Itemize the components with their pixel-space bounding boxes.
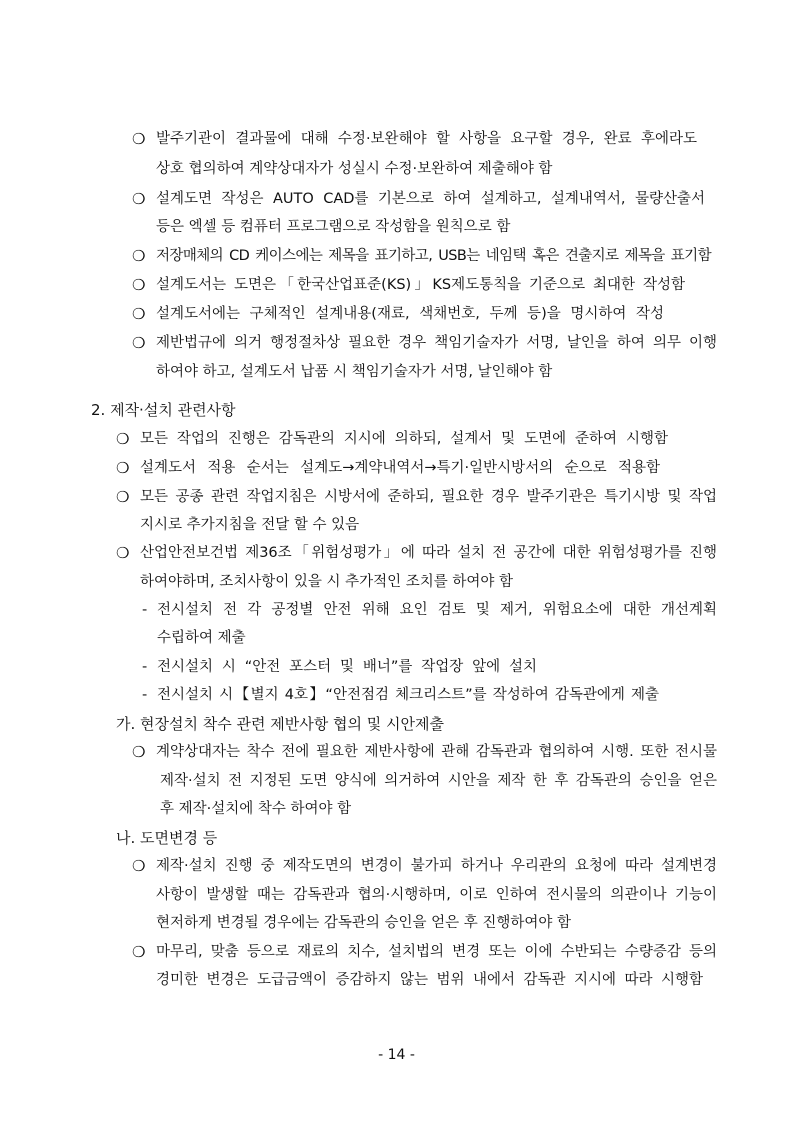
text-line: 모든 공종 관련 작업지침은 시방서에 준하되, 필요한 경우 발주기관은 특기시방 및 작업 <box>140 489 717 505</box>
circle-bullet-icon: ❍ <box>132 247 146 265</box>
text-line: 상호 협의하여 계약상대자가 성실시 수정·보완하여 제출해야 함 <box>156 161 553 177</box>
circle-bullet-icon: ❍ <box>116 430 130 448</box>
circle-bullet-icon: ❍ <box>132 276 146 294</box>
text-line: 전시설치 시【별지 4호】“안전점검 체크리스트”를 작성하여 감독관에게 제출 <box>157 687 659 703</box>
text-line: 경미한 변경은 도급금액이 증감하지 않는 범위 내에서 감독관 지시에 따라 시행함 <box>156 972 703 988</box>
text-line: 후 제작·설치에 착수 하여야 함 <box>160 801 352 817</box>
text-line: 설계도서에는 구체적인 설계내용(재료, 색채번호, 두께 등)을 명시하여 작성 <box>156 306 664 322</box>
dash-bullet-icon: - <box>142 659 148 675</box>
circle-bullet-icon: ❍ <box>116 459 130 477</box>
circle-bullet-icon: ❍ <box>132 943 146 961</box>
text-line: 등은 엑셀 등 컴퓨터 프로그램으로 작성함을 원칙으로 함 <box>156 219 511 235</box>
circle-bullet-icon: ❍ <box>132 334 146 352</box>
text-line: 설계도서는 도면은「한국산업표준(KS)」KS제도통칙을 기준으로 최대한 작성함 <box>156 277 685 293</box>
text-line: 설계도면 작성은 AUTO CAD를 기본으로 하여 설계하고, 설계내역서, 물량산출서 <box>156 191 705 207</box>
text-line: 제반법규에 의거 행정절차상 필요한 경우 책임기술자가 서명, 날인을 하여 의무 이행 <box>156 335 717 351</box>
circle-bullet-icon: ❍ <box>132 305 146 323</box>
circle-bullet-icon: ❍ <box>116 488 130 506</box>
text-line: 계약상대자는 착수 전에 필요한 제반사항에 관해 감독관과 협의하여 시행. 또한 전시물 <box>156 744 717 760</box>
circle-bullet-icon: ❍ <box>132 130 146 148</box>
text-line: 하여야하며, 조치사항이 있을 시 추가적인 조치를 하여야 함 <box>140 574 514 590</box>
text-line: 모든 작업의 진행은 감독관의 지시에 의하되, 설계서 및 도면에 준하여 시행함 <box>140 431 668 447</box>
circle-bullet-icon: ❍ <box>116 544 130 562</box>
dash-bullet-icon: - <box>142 602 148 618</box>
text-line: 현저하게 변경될 경우에는 감독관의 승인을 얻은 후 진행하여야 함 <box>156 915 572 931</box>
text-line: 설계도서 적용 순서는 설계도→계약내역서→특기·일반시방서의 순으로 적용함 <box>140 460 660 476</box>
circle-bullet-icon: ❍ <box>132 857 146 875</box>
text-line: 산업안전보건법 제36조「위험성평가」에 따라 설치 전 공간에 대한 위험성평가를 진행 <box>140 545 717 561</box>
subsection-heading: 가. 현장설치 착수 관련 제반사항 협의 및 시안제출 <box>116 715 444 733</box>
circle-bullet-icon: ❍ <box>132 190 146 208</box>
section-heading: 2. 제작·설치 관련사항 <box>91 401 236 419</box>
text-line: 전시설치 전 각 공정별 안전 위해 요인 검토 및 제거, 위험요소에 대한 개선계획 <box>157 602 717 618</box>
text-line: 제작·설치 전 지정된 도면 양식에 의거하여 시안을 제작 한 후 감독관의 승인을 얻은 <box>160 773 717 789</box>
circle-bullet-icon: ❍ <box>132 743 146 761</box>
subsection-heading: 나. 도면변경 등 <box>116 829 218 847</box>
page-number: - 14 - <box>378 1047 415 1063</box>
text-line: 사항이 발생할 때는 감독관과 협의·시행하며, 이로 인하여 전시물의 의관이나 기능이 <box>156 887 717 903</box>
text-line: 하여야 하고, 설계도서 납품 시 책임기술자가 서명, 날인해야 함 <box>156 364 553 380</box>
text-line: 지시로 추가지침을 전달 할 수 있음 <box>140 517 360 533</box>
text-line: 전시설치 시 “안전 포스터 및 배너”를 작업장 앞에 설치 <box>157 659 537 675</box>
dash-bullet-icon: - <box>142 687 148 703</box>
text-line: 수립하여 제출 <box>157 630 246 646</box>
text-line: 저장매체의 CD 케이스에는 제목을 표기하고, USB는 네임택 혹은 견출지로 제목을 표기함 <box>156 248 711 264</box>
text-line: 제작·설치 진행 중 제작도면의 변경이 불가피 하거나 우리관의 요청에 따라 설계변경 <box>156 858 717 874</box>
text-line: 발주기관이 결과물에 대해 수정·보완해야 할 사항을 요구할 경우, 완료 후에라도 <box>156 131 697 147</box>
text-line: 마무리, 맞춤 등으로 재료의 치수, 설치법의 변경 또는 이에 수반되는 수량증감 등의 <box>156 944 717 960</box>
